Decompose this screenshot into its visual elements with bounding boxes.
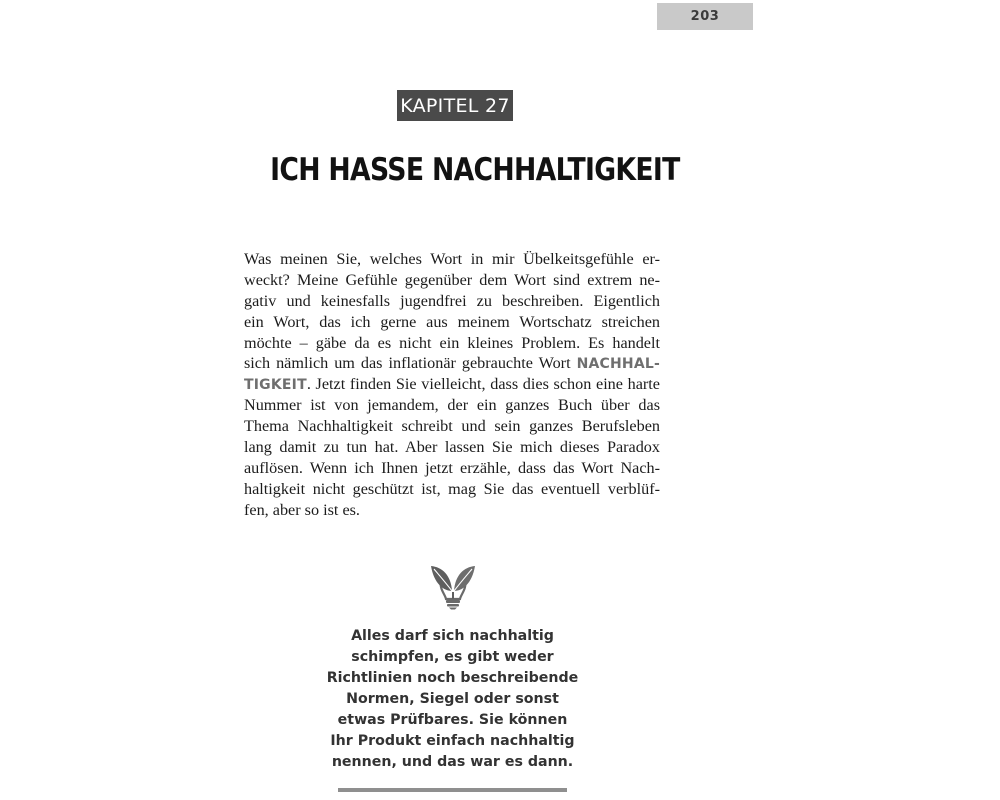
- body-line: lang damit zu tun hat. Aber lassen Sie mich dieses Paradox: [244, 438, 660, 457]
- highlight-term: TIGKEIT: [244, 377, 307, 394]
- pull-quote-line: Ihr Produkt einfach nachhaltig: [330, 733, 575, 749]
- body-line: weckt? Meine Gefühle gegenüber dem Wort sind extrem ne-: [244, 270, 660, 289]
- chapter-label: KAPITEL 27: [397, 90, 513, 121]
- pull-quote-line: Normen, Siegel oder sonst: [346, 691, 559, 707]
- body-line: möchte – gäbe da es nicht ein kleines Problem. Es handelt: [244, 333, 660, 352]
- highlight-term: NACHHAL-: [576, 356, 660, 373]
- leaf-lightbulb-icon: [428, 558, 478, 610]
- body-line: [244, 374, 660, 395]
- body-line: Nummer ist von jemandem, der ein ganzes Buch über das: [244, 396, 660, 415]
- body-line: gativ und keinesfalls jugendfrei zu beschreiben. Eigentlich: [244, 291, 660, 310]
- body-line: Was meinen Sie, welches Wort in mir Übelkeitsgefühle er-: [244, 250, 660, 268]
- pull-quote-line: etwas Prüfbares. Sie können: [337, 712, 568, 728]
- body-line: haltigkeit nicht geschützt ist, mag Sie das eventuell verblüf-: [244, 479, 660, 498]
- body-line-text: sich nämlich um das inflationär gebrauchte Wort: [244, 354, 571, 373]
- pull-quote-line: Alles darf sich nachhaltig: [351, 628, 554, 644]
- pull-quote-line: schimpfen, es gibt weder: [351, 649, 554, 665]
- pull-quote-line: nennen, und das war es dann.: [331, 754, 574, 770]
- body-line: ein Wort, das ich gerne aus meinem Wortschatz streichen: [244, 312, 660, 331]
- body-line: [244, 353, 660, 374]
- page-number: 203: [657, 3, 753, 30]
- pull-quote: [320, 626, 585, 773]
- body-line-text: . Jetzt finden Sie vielleicht, dass dies schon eine harte: [306, 375, 660, 394]
- chapter-title: ICH HASSE NACHHALTIGKEIT: [270, 152, 680, 188]
- pull-quote-line: Richtlinien noch beschreibende: [326, 670, 579, 686]
- body-paragraph: [244, 249, 660, 521]
- body-line: auflösen. Wenn ich Ihnen jetzt erzähle, dass das Wort Nach-: [244, 458, 660, 477]
- quote-divider: [338, 788, 567, 792]
- body-line: Thema Nachhaltigkeit schreibt und sein ganzes Berufsleben: [244, 417, 660, 436]
- body-line: fen, aber so ist es.: [244, 500, 360, 519]
